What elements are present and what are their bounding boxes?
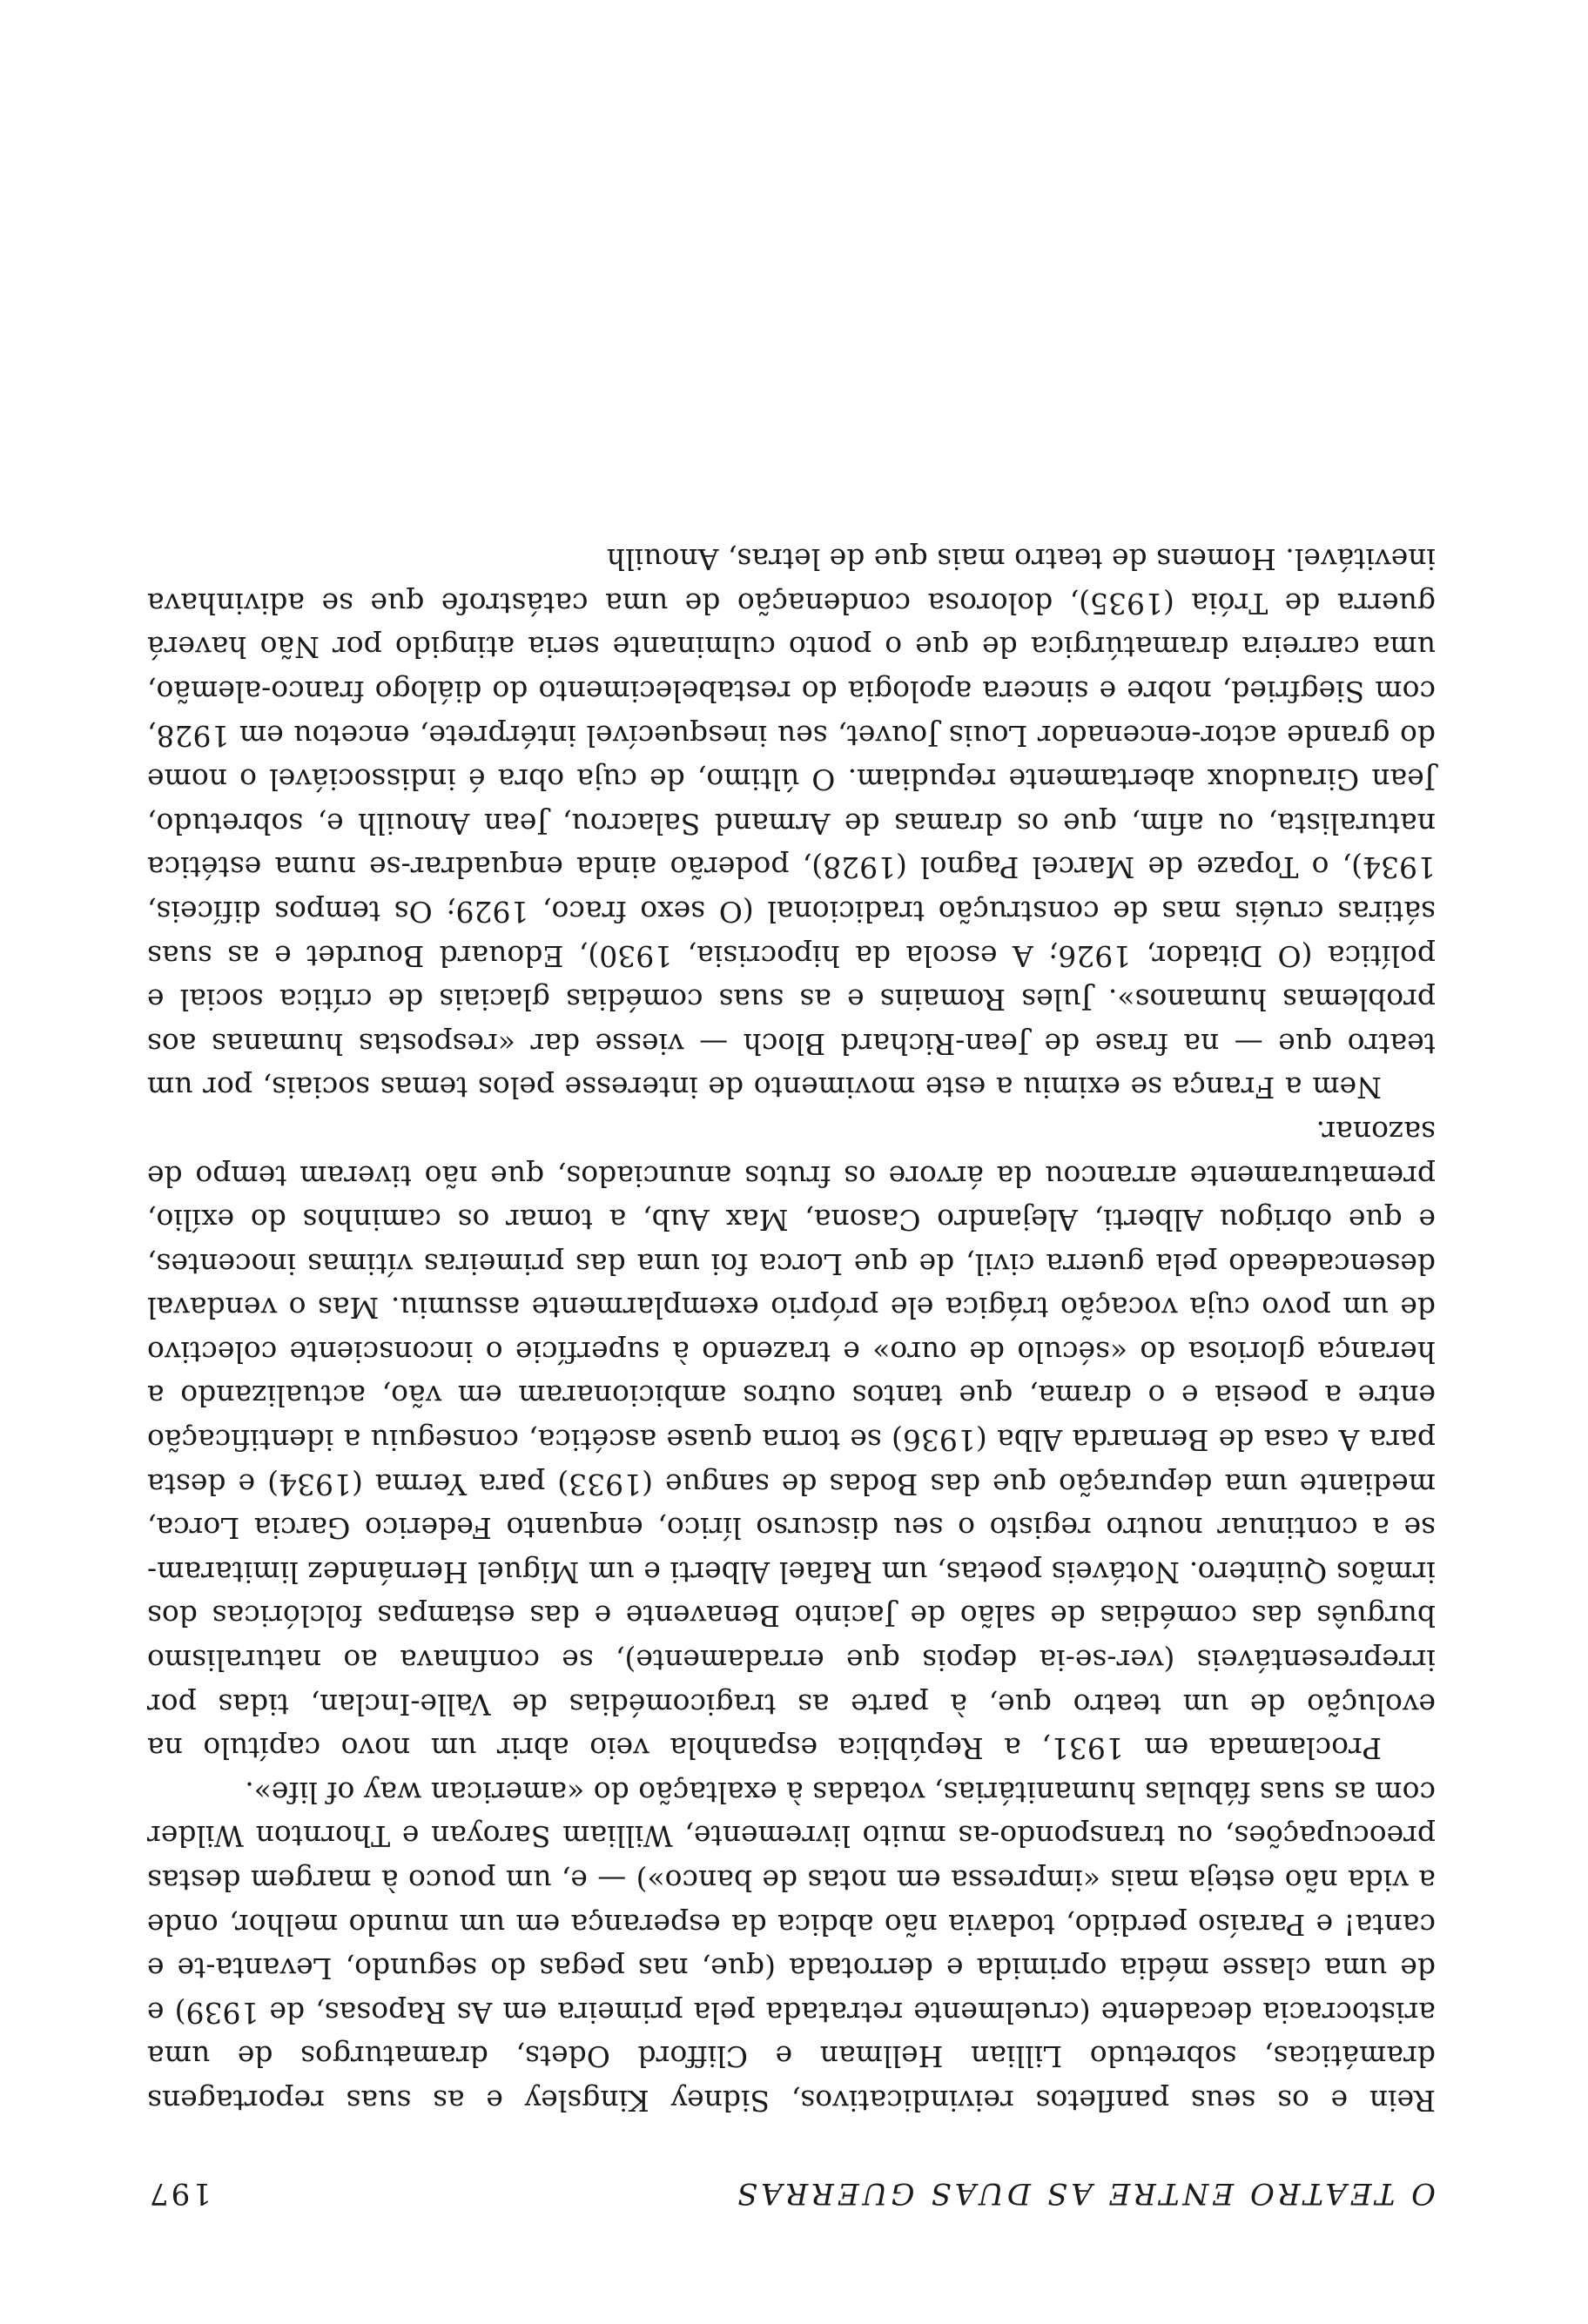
running-title: O TEATRO ENTRE AS DUAS GUERRAS [733, 2176, 1436, 2211]
paragraph-2: Proclamada em 1931, a República espanhola veio abrir um novo capítulo na evolução de um teatro que, à parte as tragicomédias de Valle-Inclan, tidas por irrepresentáveis (ver-se-ia depois que erradamente), se confinava ao naturalismo burguês das comédias de salão de Jacinto Benavente e das estampas folclóricas dos irmãos Quintero. Notáveis poetas, um Rafael Alberti e um Miguel Hernández limitaram-se a continuar noutro registo o seu discurso lírico, enquanto Federico Garcia Lorca, mediante uma depuração que das Bodas de sangue (1933) para Yerma (1934) e desta para A casa de Bernarda Alba (1936) se torna quase ascética, conseguiu a identificação entre a poesia e o drama, que tantos outros ambicionaram em vão, actualizando a herança gloriosa do «século de ouro» e trazendo à superfície o inconsciente colectivo de um povo cuja vocação trágica ele próprio exemplarmente assumiu. Mas o vendaval desencadeado pela guerra civil, de que Lorca foi uma das primeiras vítimas inocentes, e que obrigou Alberti, Alejandro Casona, Max Aub, a tomar os caminhos do exílio, prematuramente arrancou da árvore os frutos anunciados, que não tiveram tempo de sazonar. [147, 1114, 1436, 1766]
page-content [147, 537, 1436, 2211]
paragraph-3: Nem a França se eximiu a este movimento de interesse pelos temas sociais, por um teatro que — na frase de Jean-Richard Bloch — viesse dar «respostas humanas aos problemas humanos». Jules Romains e as suas comédias glaciais de crítica social e política (O Ditador, 1926; A escola da hipocrisia, 1930), Edouard Bourdet e as suas sátiras cruéis mas de construção tradicional (O sexo fraco, 1929; Os tempos difíceis, 1934), o Topaze de Marcel Pagnol (1928), poderão ainda enquadrar-se numa estética naturalista, ou afim, que os dramas de Armand Salacrou, Jean Anouilh e, sobretudo, Jean Giraudoux abertamente repudiam. O último, de cuja obra é indissociável o nome do grande actor-encenador Louis Jouvet, seu inesquecível intérprete, encetou em 1928, com Siegfried, nobre e sincera apologia do restabelecimento do diálogo franco-alemão, uma carreira dramatúrgica de que o ponto culminante seria atingido por Não haverá guerra de Tróia (1935), dolorosa condenação de uma catástrofe que se adivinhava inevitável. Homens de teatro mais que de letras, Anouilh [147, 542, 1436, 1105]
running-header [147, 2176, 1436, 2211]
body-text [147, 537, 1436, 2122]
page-number: 197 [147, 2176, 212, 2211]
paragraph-1: Rein e os seus panfletos reivindicativos, Sidney Kingsley e as suas reportagens dramáticas, sobretudo Lillian Hellman e Clifford Odets, dramaturgos de uma aristocracia decadente (cruelmente retratada pela primeira em As Raposas, de 1939) e de uma classe média oprimida e derrotada (que, nas pegas do segundo, Levanta-te e canta! e Paraíso perdido, todavia não abdica da esperança em um mundo melhor, onde a vida não esteja mais «impressa em notas de banco») — e, um pouco à margem destas preocupações, ou transpondo-as muito livremente, William Saroyan e Thornton Wilder com as suas fábulas humanitárias, votadas à exaltação do «american way of life». [147, 1775, 1436, 2118]
